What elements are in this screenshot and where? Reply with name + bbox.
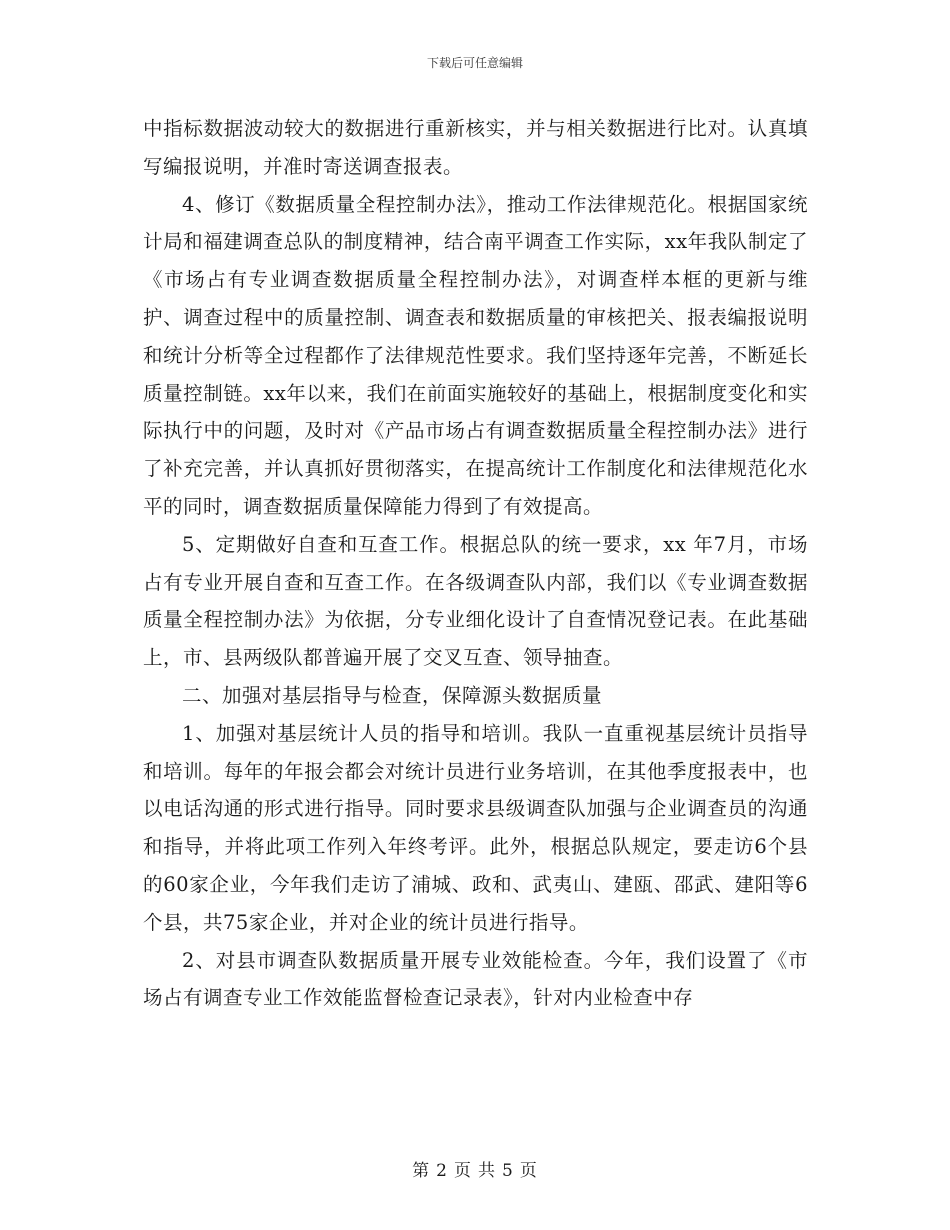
paragraph-3: 5、定期做好自查和互查工作。根据总队的统一要求，xx 年7月，市场占有专业开展自查和互查工作。在各级调查队内部，我们以《专业调查数据质量全程控制办法》为依据，分专业细化设计了自查情况登记表。在此基础上，市、县两级队都普遍开展了交叉互查、领导抽查。 xyxy=(143,532,808,670)
page-footer xyxy=(0,1156,950,1181)
footer-prefix: 第 xyxy=(412,1161,431,1181)
total-pages: 5 xyxy=(502,1161,514,1181)
section-heading: 二、加强对基层指导与检查，保障源头数据质量 xyxy=(182,683,603,707)
footer-page-unit: 页 xyxy=(454,1161,472,1181)
page-header: 下载后可任意编辑 xyxy=(426,56,523,70)
body-text xyxy=(143,110,808,1017)
paragraph-5: 2、对县市调查队数据质量开展专业效能检查。今年，我们设置了《市场占有调查专业工作效能监督检查记录表》，针对内业检查中存 xyxy=(143,948,808,1010)
paragraph-1: 中指标数据波动较大的数据进行重新核实，并与相关数据进行比对。认真填写编报说明，并准时寄送调查报表。 xyxy=(143,117,808,178)
page-number: 2 xyxy=(436,1161,448,1181)
footer-total-prefix: 共 xyxy=(478,1161,496,1181)
footer-total-unit: 页 xyxy=(519,1161,538,1181)
paragraph-4: 1、加强对基层统计人员的指导和培训。我队一直重视基层统计员指导和培训。每年的年报会都会对统计员进行业务培训，在其他季度报表中，也以电话沟通的形式进行指导。同时要求县级调查队加强与企业调查员的沟通和指导，并将此项工作列入年终考评。此外，根据总队规定，要走访6个县的60家企业，今年我们走访了浦城、政和、武夷山、建瓯、邵武、建阳等6个县，共75家企业，并对企业的统计员进行指导。 xyxy=(143,721,808,934)
paragraph-2: 4、修订《数据质量全程控制办法》，推动工作法律规范化。根据国家统计局和福建调查总队的制度精神，结合南平调查工作实际，xx年我队制定了《市场占有专业调查数据质量全程控制办法》，对调查样本框的更新与维护、调查过程中的质量控制、调查表和数据质量的审核把关、报表编报说明和统计分析等全过程都作了法律规范性要求。我们坚持逐年完善，不断延长质量控制链。xx年以来，我们在前面实施较好的基础上，根据制度变化和实际执行中的问题，及时对《产品市场占有调查数据质量全程控制办法》进行了补充完善，并认真抓好贯彻落实，在提高统计工作制度化和法律规范化水平的同时，调查数据质量保障能力得到了有效提高。 xyxy=(143,192,808,518)
